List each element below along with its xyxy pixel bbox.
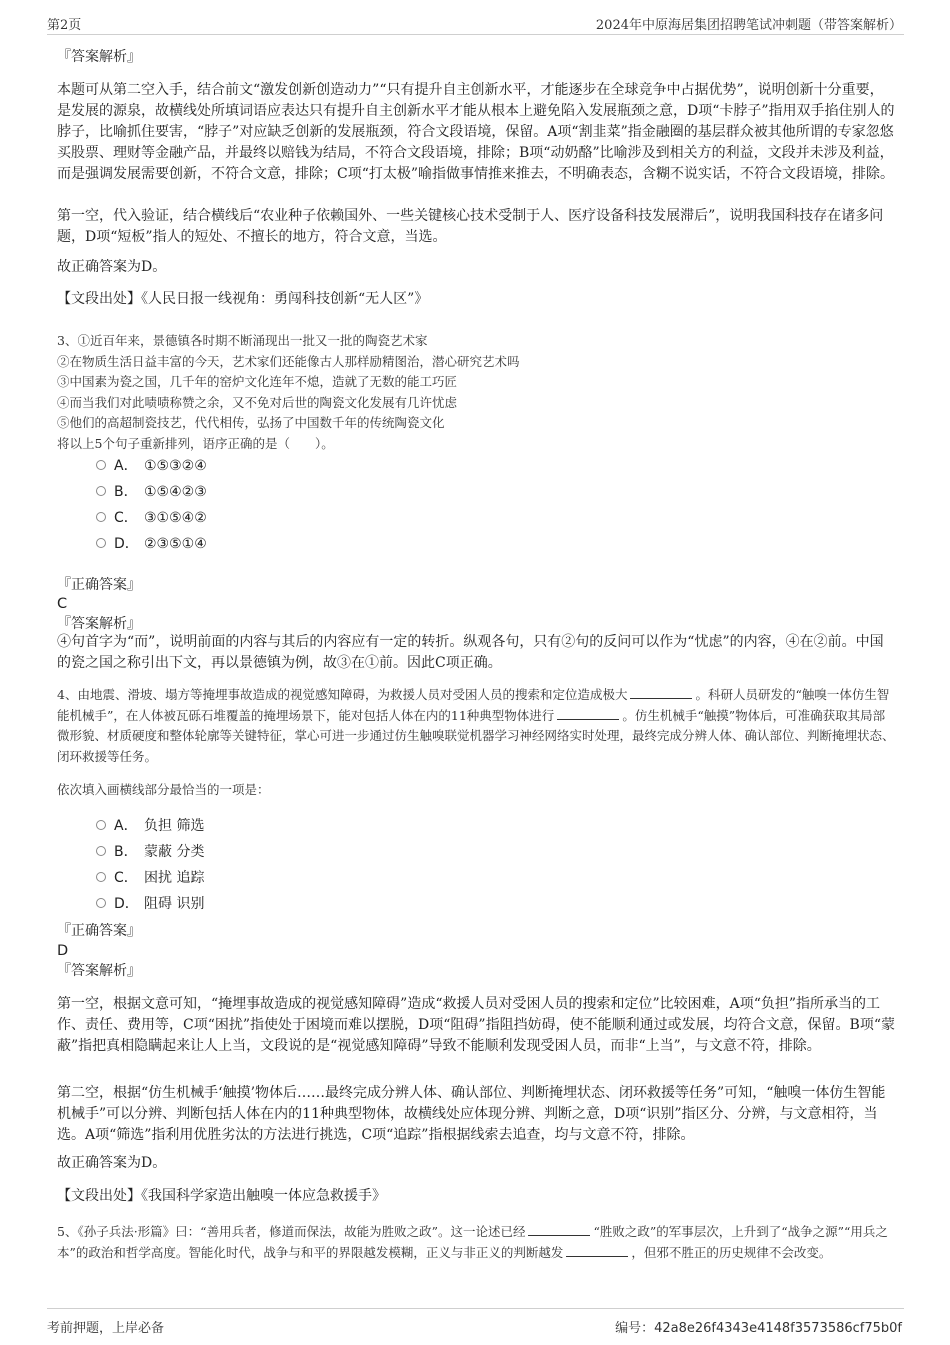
analysis-paragraph: ④句首字为“而”，说明前面的内容与其后的内容应有一定的转折。纵观各句，只有②句的反问可以作为“忧虑”的内容，④在②前。中国的瓷之国之称引出下文，再以景德镇为例，故③在①前。因此C项正确。 [57,634,884,671]
option-b[interactable]: B． 蒙蔽 分类 [96,841,204,863]
analysis-paragraph: 第一空，代入验证，结合横线后“农业种子依赖国外、一些关键核心技术受制于人、医疗设备科技发展滞后”，说明我国科技存在诸多问题，D项“短板”指人的短处、不擅长的地方，符合文意，当选。 [57,208,884,245]
radio-icon[interactable] [96,460,106,470]
correct-answer-label: 『正确答案』 [57,577,141,593]
radio-icon[interactable] [96,846,106,856]
analysis-label: 『答案解析』 [57,963,141,979]
option-a[interactable]: A． 负担 筛选 [96,815,204,837]
stem-line: 将以上5个句子重新排列，语序正确的是（ ）。 [57,435,334,451]
stem-line: ②在物质生活日益丰富的今天，艺术家们还能像古人那样励精图治，潜心研究艺术吗 [57,353,520,369]
source-citation: 【文段出处】《我国科学家造出触嗅一体应急救援手》 [57,1188,386,1204]
fill-blank [528,1223,590,1236]
stem-line: ⑤他们的高超制瓷技艺，代代相传，弘扬了中国数千年的传统陶瓷文化 [57,415,445,430]
analysis-label: 『答案解析』 [57,616,141,632]
stem-line: ④而当我们对此啧啧称赞之余，又不免对后世的陶瓷文化发展有几许忧虑 [57,394,458,410]
radio-icon[interactable] [96,538,106,548]
stem-line: 3、①近百年来，景德镇各时期不断涌现出一批又一批的陶瓷艺术家 [57,333,428,348]
radio-icon[interactable] [96,872,106,882]
analysis-paragraph: 本题可从第二空入手，结合前文“激发创新创造动力”“只有提升自主创新水平，才能逐步在全球竞争中占据优势”，说明创新十分重要，是发展的源泉，故横线处所填词语应表达只有提升自主创新水平才能从根本上避免陷入发展瓶颈之意，D项“卡脖子”指用双手掐住别人的脖子，比喻抓住要害，“脖子”对应缺乏创新的发展瓶颈，符合文段语境，保留。A项“割韭菜”指金融圈的基层群众被其他所谓的专家忽悠买股票、理财等金融产品，并最终以赔钱为结局，不符合文段语境，排除；B项“动奶酪”比喻涉及到相关方的利益，文段并未涉及利益，而是强调发展需要创新，不符合文意，排除；C项“打太极”喻指做事情推来推去，不明确表态，含糊不说实话，不符合文段语境，排除。 [57,82,895,182]
question-5-stem: 5、《孙子兵法·形篇》曰：“善用兵者，修道而保法，故能为胜败之政”。这一论述已经 “胜败之政”的军事层次，上升到了“战争之源”“用兵之本”的政治和哲学高度。智能化时代，战争与和平的界限越发模糊，正义与非正义的判断越发 ，但邪不胜正的历史规律不会改变。 [57,1224,888,1260]
option-c[interactable]: C． ③①⑤④② [96,507,207,529]
radio-icon[interactable] [96,898,106,908]
footer-slogan: 考前押题，上岸必备 [47,1321,165,1336]
question-4-stem: 4、由地震、滑坡、塌方等掩埋事故造成的视觉感知障碍，为救援人员对受困人员的搜索和定位造成极大 。科研人员研发的“触嗅一体仿生智能机械手”，在人体被瓦砾石堆覆盖的掩埋场景下，能对包括人体在内的11种典型物体进行 。仿生机械手“触摸”物体后，可准确获取其局部微形貌、材质硬度和整体轮廓等关键特征，掌心可进一步通过仿生触嗅联觉机器学习神经网络实时处理，最终完成分辨人体、确认部位、判断掩埋状态、闭环救援等任务。 [57,687,895,764]
correct-answer-label: 『正确答案』 [57,923,141,939]
page-footer [47,1308,904,1339]
answer-statement: 故正确答案为D。 [57,1155,167,1171]
option-d[interactable]: D． 阻碍 识别 [96,893,204,915]
analysis-paragraph: 第一空，根据文意可知，“掩埋事故造成的视觉感知障碍”造成“救援人员对受困人员的搜索和定位”比较困难，A项“负担”指所承当的工作、责任、费用等，C项“困扰”指使处于困境而难以摆脱，D项“阻碍”指阻挡妨碍，使不能顺利通过或发展，均符合文意，保留。B项“蒙蔽”指把真相隐瞒起来让人上当，文段说的是“视觉感知障碍”导致不能顺利发现受困人员，而非“上当”，与文意不符，排除。 [57,996,896,1054]
radio-icon[interactable] [96,486,106,496]
fill-blank [630,686,692,699]
option-d[interactable]: D． ②③⑤①④ [96,533,207,555]
question-prompt: 依次填入画横线部分最恰当的一项是： [57,782,270,797]
source-citation: 【文段出处】《人民日报一线视角：勇闯科技创新“无人区”》 [57,291,429,307]
analysis-paragraph: 第二空，根据“仿生机械手‘触摸’物体后……最终完成分辨人体、确认部位、判断掩埋状态、闭环救援等任务”可知，“触嗅一体仿生智能机械手”可以分辨、判断包括人体在内的11种典型物体，故横线处应体现分辨、判断之意，D项“识别”指区分、分辨，与文意相符，当选。A项“筛选”指利用优胜劣汰的方法进行挑选，C项“追踪”指根据线索去追查，均与文意不符，排除。 [57,1085,886,1143]
option-c[interactable]: C． 困扰 追踪 [96,867,204,889]
document-code: 编号：42a8e26f4343e4148f3573586cf75b0f [615,1321,902,1336]
radio-icon[interactable] [96,512,106,522]
analysis-label: 『答案解析』 [57,49,141,65]
radio-icon[interactable] [96,820,106,830]
page-number: 第2页 [47,18,82,33]
document-title: 2024年中原海居集团招聘笔试冲刺题（带答案解析） [595,18,902,33]
page-header [47,12,904,35]
correct-answer: D [57,943,69,959]
correct-answer: C [57,596,68,612]
fill-blank [566,1244,628,1257]
option-b[interactable]: B． ①⑤④②③ [96,481,207,503]
option-a[interactable]: A． ①⑤③②④ [96,455,207,477]
question-3-stem [57,331,895,454]
stem-line: ③中国素为瓷之国，几千年的窑炉文化连年不熄，造就了无数的能工巧匠 [57,374,458,389]
fill-blank [557,707,619,720]
answer-statement: 故正确答案为D。 [57,259,167,275]
